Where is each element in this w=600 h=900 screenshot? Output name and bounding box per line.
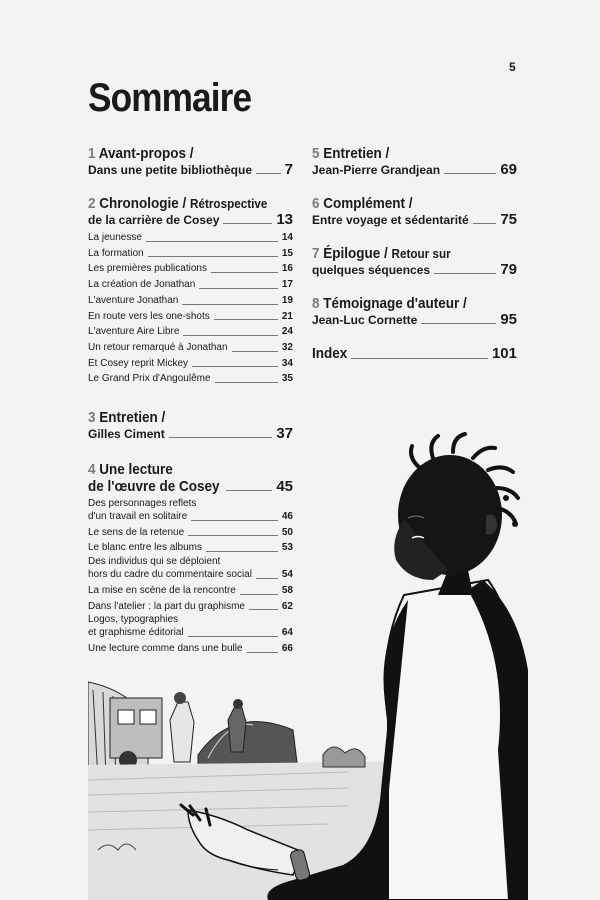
toc-entry-7[interactable] [312, 245, 517, 278]
list-item[interactable] [88, 277, 293, 293]
page-ref: 64 [281, 627, 293, 639]
entry-line [312, 212, 517, 228]
page-ref: 62 [281, 600, 293, 612]
entry-subtitle: Jean-Luc Cornette [312, 313, 418, 327]
list-item[interactable] [88, 340, 293, 356]
leader-line [214, 319, 278, 320]
page-ref: 58 [281, 584, 293, 596]
item-label: Dans l'atelier : la part du graphisme [88, 600, 245, 612]
page-ref: 75 [500, 211, 517, 228]
item-label: Et Cosey reprit Mickey [88, 357, 189, 369]
entry-line [312, 162, 517, 178]
list-item[interactable] [88, 261, 293, 277]
entry-line [312, 262, 517, 278]
chapter-title: Entretien [323, 145, 382, 162]
leader-line [473, 223, 497, 224]
page-title: Sommaire [88, 76, 252, 120]
item-label: Le blanc entre les albums [88, 542, 202, 554]
page-ref: 79 [500, 261, 517, 278]
leader-line [223, 223, 272, 224]
item-label: L'aventure Aire Libre [88, 326, 180, 338]
entry-line [312, 345, 517, 363]
page-ref: 34 [281, 357, 293, 369]
page-ref: 46 [281, 511, 293, 523]
list-item[interactable] [88, 230, 293, 246]
separator: / [380, 245, 392, 262]
chapter-number: 7 [312, 245, 320, 262]
leader-line [199, 288, 278, 289]
toc-entry-2[interactable] [88, 195, 293, 387]
list-item[interactable] [88, 324, 293, 340]
chapter-title: Chronologie [99, 195, 179, 212]
leader-line [192, 366, 278, 367]
item-label-line1: Logos, typographies [88, 614, 179, 626]
page-ref: 16 [281, 263, 293, 275]
leader-line [215, 382, 278, 383]
entry-line [312, 312, 517, 328]
chapter-title: Une lecture [99, 461, 173, 479]
list-item[interactable] [88, 309, 293, 325]
page-ref: 101 [491, 345, 517, 362]
chapter-subtitle: Rétrospective [190, 196, 268, 211]
entry-subtitle: quelques séquences [312, 263, 431, 277]
leader-line [444, 173, 496, 174]
item-label: Les premières publications [88, 263, 207, 275]
chapter-title: Témoignage d'auteur [323, 295, 460, 312]
leader-line [232, 351, 278, 352]
entry-subtitle: Dans une petite bibliothèque [88, 163, 253, 177]
leader-line [183, 335, 277, 336]
chapter-number: 8 [312, 295, 320, 312]
item-label: La mise en scène de la rencontre [88, 584, 236, 596]
entry-subtitle: Gilles Ciment [88, 427, 165, 442]
chapter-subtitle: Retour sur [391, 246, 451, 261]
toc-entry-6[interactable] [312, 195, 517, 228]
separator: / [178, 195, 191, 212]
chapter-title: Entretien [99, 409, 158, 427]
page-ref: 14 [281, 232, 293, 243]
chapter-title: Complément [323, 195, 406, 212]
entry-subtitle: de la carrière de Cosey [88, 213, 220, 227]
chapter-number: 3 [88, 409, 96, 427]
item-label: d'un travail en solitaire [88, 511, 188, 523]
item-label: La création de Jonathan [88, 279, 196, 291]
leader-line [421, 323, 496, 324]
chapter-number: 2 [88, 195, 96, 212]
page-ref: 69 [500, 161, 517, 178]
list-item[interactable] [88, 356, 293, 372]
leader-line [256, 173, 281, 174]
page-ref: 45 [276, 478, 293, 496]
page-ref: 13 [276, 211, 293, 228]
item-label: La jeunesse [88, 232, 142, 243]
item-label: Le Grand Prix d'Angoulême [88, 373, 211, 385]
page-ref: 24 [281, 326, 293, 338]
entry-subtitle: Entre voyage et sédentarité [312, 213, 469, 227]
separator: / [186, 145, 194, 162]
page-ref: 37 [276, 425, 293, 443]
item-label: La formation [88, 247, 144, 259]
item-label-line1: Des personnages reflets [88, 498, 197, 510]
item-label: L'aventure Jonathan [88, 294, 179, 306]
item-label-line1: Des individus qui se déploient [88, 556, 221, 568]
leader-line [351, 358, 488, 359]
page-ref: 32 [281, 341, 293, 353]
toc-entry-1[interactable] [88, 145, 293, 178]
separator: / [405, 195, 413, 212]
item-label: Le sens de la retenue [88, 526, 185, 538]
separator: / [157, 409, 166, 427]
item-label: En route vers les one-shots [88, 310, 210, 322]
page-ref: 95 [500, 311, 517, 328]
index-label: Index [312, 345, 348, 362]
page-ref: 53 [281, 542, 293, 554]
list-item[interactable] [88, 371, 293, 387]
page-ref: 50 [281, 526, 293, 538]
separator: / [459, 295, 467, 312]
leader-line [182, 304, 278, 305]
entry-line [88, 212, 293, 228]
toc-right-column [312, 145, 517, 363]
page-ref: 66 [281, 642, 293, 654]
separator: / [381, 145, 390, 162]
toc-entry-5[interactable] [312, 145, 517, 178]
chapter-title: Épilogue [323, 245, 381, 262]
chapter-title: Avant-propos [98, 145, 187, 162]
list-item[interactable] [88, 293, 293, 309]
chapter-title-continued: de l'œuvre de Cosey [88, 478, 220, 496]
page-ref: 15 [281, 247, 293, 259]
leader-line [148, 256, 278, 257]
leader-line [434, 273, 496, 274]
page-ref: 17 [281, 279, 293, 291]
page-ref: 21 [281, 310, 293, 322]
page-number: 5 [509, 60, 516, 74]
chapter-number: 6 [312, 195, 320, 212]
page-ref: 54 [281, 569, 293, 581]
page-ref: 35 [281, 373, 293, 385]
list-item[interactable] [88, 246, 293, 262]
chapter-number: 4 [88, 461, 96, 479]
entry-subtitle: Jean-Pierre Grandjean [312, 163, 441, 177]
item-label: Un retour remarqué à Jonathan [88, 341, 228, 353]
chapter-number: 5 [312, 145, 320, 162]
leader-line [211, 272, 278, 273]
item-label: hors du cadre du commentaire social [88, 569, 252, 581]
item-label: Une lecture comme dans une bulle [88, 642, 243, 654]
page-ref: 7 [284, 161, 293, 178]
item-label: et graphisme éditorial [88, 627, 184, 639]
entry-line [88, 162, 293, 178]
toc-entry-8[interactable] [312, 295, 517, 328]
leader-line [146, 241, 278, 242]
page-ref: 19 [281, 294, 293, 306]
chapter-number: 1 [88, 145, 96, 162]
comic-illustration [88, 420, 528, 900]
toc-entry-index[interactable] [312, 345, 517, 363]
